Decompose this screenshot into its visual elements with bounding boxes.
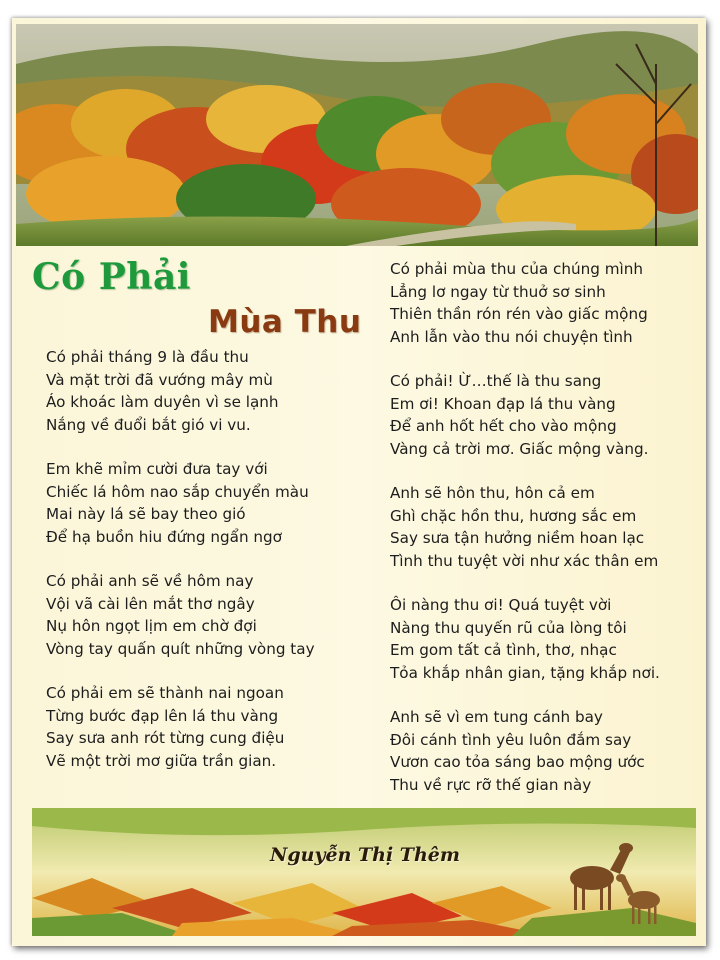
- autumn-forest-photo: [16, 24, 698, 246]
- autumn-leaves-and-deer-banner: [32, 808, 696, 936]
- poem-line: Em gom tất cả tình, thơ, nhạc: [390, 641, 617, 659]
- poem-line: Vòng tay quấn quít những vòng tay: [46, 639, 315, 658]
- stanza: [390, 482, 690, 572]
- stanza: [390, 594, 690, 684]
- poem-line: Em ơi! Khoan đạp lá thu vàng: [390, 394, 616, 413]
- poem-line: Có phải anh sẽ về hôm nay: [46, 572, 254, 590]
- poem-line: Vội vã cài lên mắt thơ ngây: [46, 594, 255, 613]
- poem-line: Ghì chặc hồn thu, hương sắc em: [390, 506, 637, 525]
- poem-line: Tình thu tuyệt vời như xác thân em: [390, 551, 659, 570]
- poem-column-left: [46, 346, 376, 794]
- poem-line: Có phải tháng 9 là đầu thu: [46, 348, 249, 366]
- stanza: [390, 370, 690, 460]
- poem-line: Lẳng lơ ngay từ thuở sơ sinh: [390, 282, 606, 301]
- poem-line: Có phải! Ừ…thế là thu sang: [390, 372, 602, 390]
- poem-line: Vẽ một trời mơ giữa trần gian.: [46, 751, 277, 770]
- poem-line: Áo khoác làm duyên vì se lạnh: [46, 393, 279, 411]
- poem-line: Thiên thần rón rén vào giấc mộng: [390, 305, 648, 323]
- stanza: [46, 346, 376, 436]
- poem-line: Say sưa tận hưởng niềm hoan lạc: [390, 529, 645, 547]
- poem-line: Nắng về đuổi bắt gió vi vu.: [46, 415, 251, 434]
- poem-line: Say sưa anh rót từng cung điệu: [46, 729, 285, 747]
- stanza: [390, 258, 690, 348]
- poem-line: Để anh hốt hết cho vào mộng: [390, 417, 617, 435]
- poem-line: Ôi nàng thu ơi! Quá tuyệt vời: [390, 596, 612, 614]
- poem-line: Tỏa khắp nhân gian, tặng khắp nơi.: [390, 663, 660, 682]
- stanza: [46, 682, 376, 772]
- poem-line: Có phải em sẽ thành nai ngoan: [46, 684, 284, 702]
- poem-line: Thu về rực rỡ thế gian này: [390, 775, 592, 794]
- poem-line: Anh sẽ vì em tung cánh bay: [390, 708, 603, 726]
- poem-line: Nàng thu quyến rũ của lòng tôi: [390, 618, 627, 637]
- stanza: [46, 458, 376, 548]
- poem-line: Có phải mùa thu của chúng mình: [390, 260, 644, 278]
- title-line-1: Có Phải: [32, 256, 191, 298]
- poem-line: Để hạ buồn hiu đứng ngẩn ngơ: [46, 527, 282, 546]
- poem-line: Anh sẽ hôn thu, hôn cả em: [390, 484, 595, 502]
- stanza: [46, 570, 376, 660]
- poem-line: Vàng cả trời mơ. Giấc mộng vàng.: [390, 439, 649, 458]
- poem-line: Đôi cánh tình yêu luôn đắm say: [390, 730, 632, 749]
- poem-line: Từng bước đạp lên lá thu vàng: [46, 706, 279, 725]
- poem-line: Em khẽ mỉm cười đưa tay với: [46, 460, 268, 478]
- title-line-2: Mùa Thu: [208, 304, 362, 340]
- poem-line: Anh lẫn vào thu nói chuyện tình: [390, 327, 633, 346]
- author-signature: Nguyễn Thị Thêm: [270, 844, 460, 866]
- stanza: [390, 706, 690, 796]
- poem-line: Chiếc lá hôm nao sắp chuyển màu: [46, 482, 309, 501]
- poem-line: Và mặt trời đã vướng mây mù: [46, 370, 273, 389]
- poem-line: Nụ hôn ngọt lịm em chờ đợi: [46, 617, 257, 635]
- poem-column-right: [390, 258, 690, 818]
- poem-line: Mai này lá sẽ bay theo gió: [46, 505, 246, 523]
- poem-line: Vươn cao tỏa sáng bao mộng ước: [390, 753, 645, 771]
